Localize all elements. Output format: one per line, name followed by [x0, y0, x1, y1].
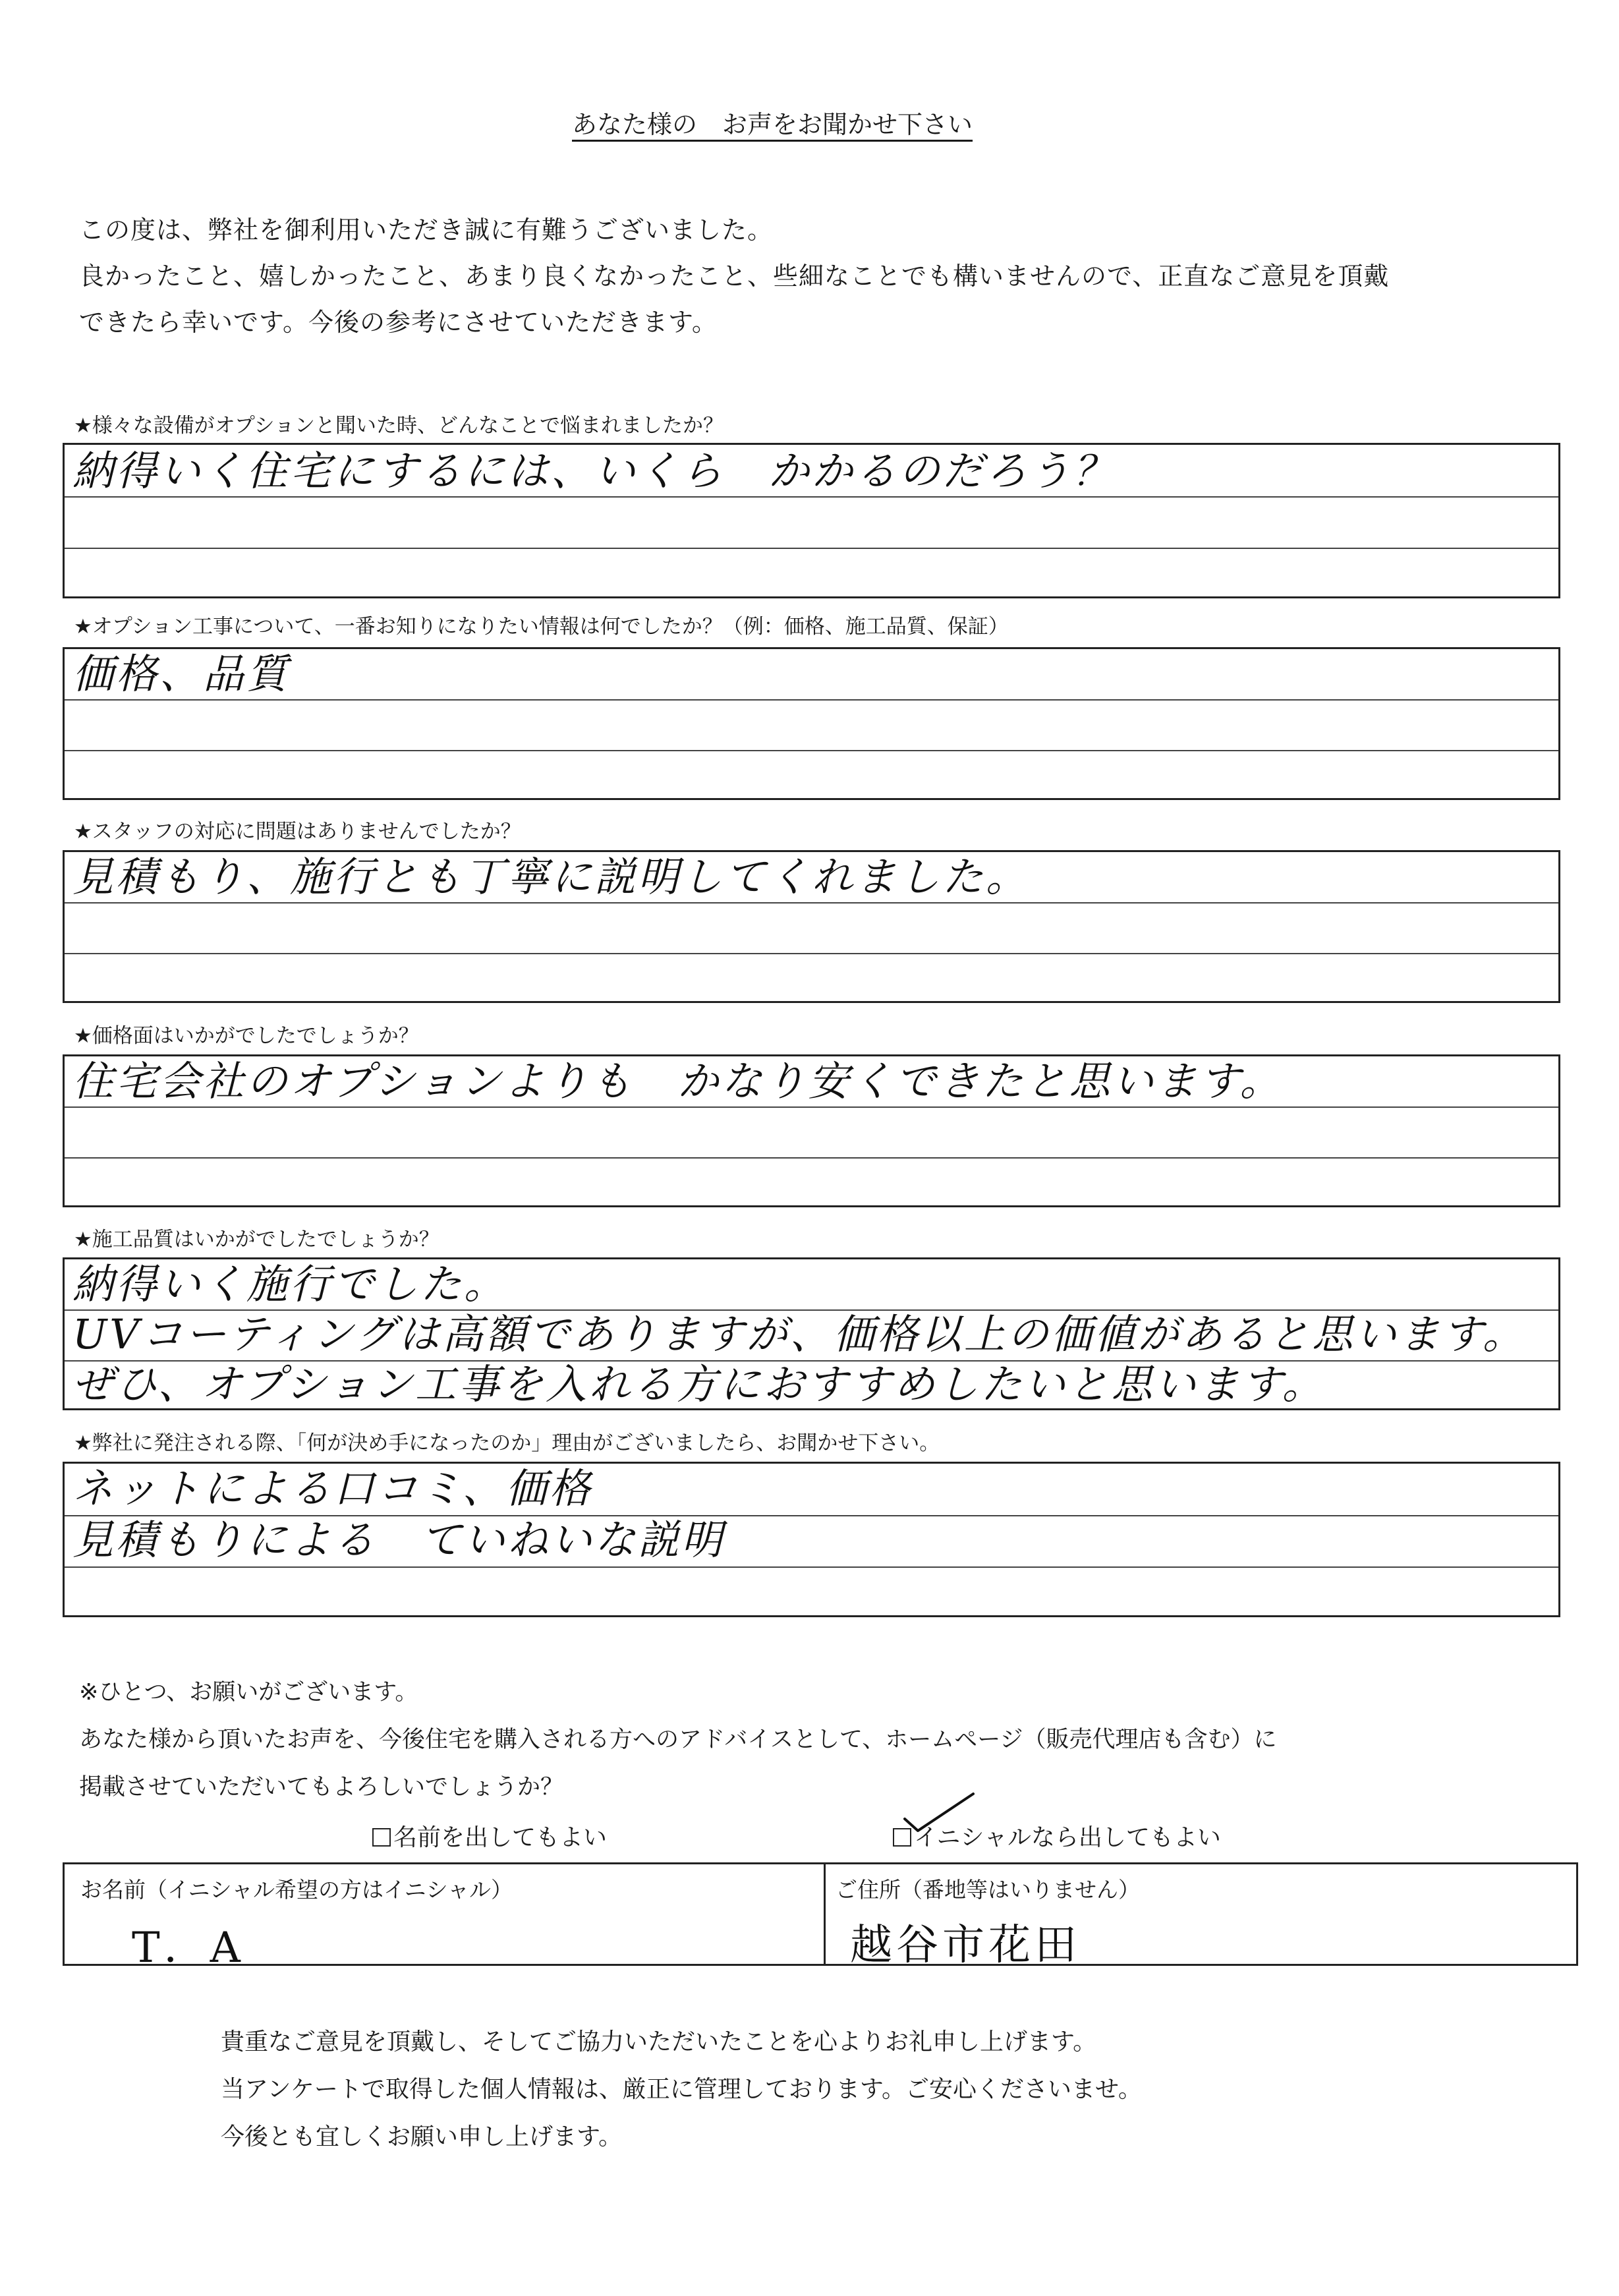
address-label: ご住所（番地等はいりません） [836, 1877, 1140, 1903]
star-icon: ★ [74, 414, 92, 438]
star-icon: ★ [74, 1024, 92, 1048]
star-icon: ★ [74, 615, 92, 639]
page-title: あなた様の お声をお聞かせ下さい [572, 110, 973, 139]
option-initial-ok[interactable]: イニシャルなら出してもよい [893, 1819, 1221, 1852]
question-5: ★施工品質はいかがでしたでしょうか？ [74, 1228, 440, 1251]
closing-line-3: 今後とも宜しくお願い申し上げます。 [221, 2123, 623, 2150]
request-line-3: 掲載させていただいてもよろしいでしょうか？ [79, 1774, 564, 1800]
answer-2-line-1: 価格、品質 [72, 650, 291, 698]
answer-5-line-2: UVコーティングは高額でありますが、価格以上の価値があると思います。 [72, 1310, 1526, 1358]
address-field[interactable]: 越谷市花田 [850, 1921, 1081, 1970]
answer-5-line-1: 納得いく施行でした。 [72, 1260, 508, 1308]
name-label: お名前（イニシャル希望の方はイニシャル） [80, 1877, 513, 1903]
question-6: ★弊社に発注される際、「何が決め手になったのか」理由がございましたら、お聞かせ下さい。 [74, 1431, 940, 1455]
closing-line-1: 貴重なご意見を頂戴し、そしてご協力いただいたことを心よりお礼申し上げます。 [221, 2028, 1097, 2055]
answer-4-line-2 [72, 1108, 1542, 1155]
request-line-1: ※ひとつ、お願いがございます。 [79, 1679, 418, 1706]
answer-3-line-3 [72, 954, 1542, 1000]
answer-1-line-1: 納得いく住宅にするには、いくら かかるのだろう？ [72, 447, 1117, 495]
answer-4-line-1: 住宅会社のオプションよりも かなり安くできたと思います。 [72, 1057, 1284, 1105]
answer-2-line-2 [72, 701, 1542, 747]
question-1: ★様々な設備がオプションと聞いた時、どんなことで悩まれましたか？ [74, 414, 724, 438]
answer-3-line-1: 見積もり、施行とも丁寧に説明してくれました。 [72, 853, 1030, 901]
answer-6-line-2: 見積もりによる ていねいな説明 [72, 1516, 725, 1564]
answer-2-line-3 [72, 751, 1542, 797]
intro-line-1: この度は、弊社を御利用いただき誠に有難うございました。 [79, 215, 774, 244]
request-line-2: あなた様から頂いたお声を、今後住宅を購入される方へのアドバイスとして、ホームページ（販売代理店も含む）に [79, 1727, 1277, 1753]
checkbox-name-ok[interactable] [372, 1828, 391, 1847]
star-icon: ★ [74, 1431, 92, 1455]
name-field[interactable]: T．A [132, 1924, 244, 1972]
question-3: ★スタッフの対応に問題はありませんでしたか？ [74, 820, 521, 844]
star-icon: ★ [74, 1228, 92, 1251]
answer-6-line-3 [72, 1568, 1542, 1615]
answer-5-line-3: ぜひ、オプション工事を入れる方におすすめしたいと思います。 [72, 1360, 1326, 1408]
question-2: ★オプション工事について、一番お知りになりたい情報は何でしたか？（例：価格、施工品質、保証） [74, 615, 1009, 639]
option-name-ok[interactable]: 名前を出してもよい [372, 1819, 607, 1852]
answer-4-line-3 [72, 1159, 1542, 1205]
intro-line-3: できたら幸いです。今後の参考にさせていただきます。 [79, 308, 718, 337]
star-icon: ★ [74, 820, 92, 844]
checkmark-icon [899, 1790, 979, 1836]
question-4: ★価格面はいかがでしたでしょうか？ [74, 1024, 419, 1048]
answer-1-line-2 [72, 500, 1542, 546]
closing-line-2: 当アンケートで取得した個人情報は、厳正に管理しております。ご安心くださいませ。 [221, 2076, 1142, 2103]
intro-line-2: 良かったこと、嬉しかったこと、あまり良くなかったこと、些細なことでも構いませんので、正直なご意見を頂戴 [79, 262, 1390, 291]
answer-6-line-1: ネットによる口コミ、価格 [72, 1464, 593, 1512]
answer-1-line-3 [72, 551, 1542, 597]
answer-3-line-2 [72, 904, 1542, 950]
